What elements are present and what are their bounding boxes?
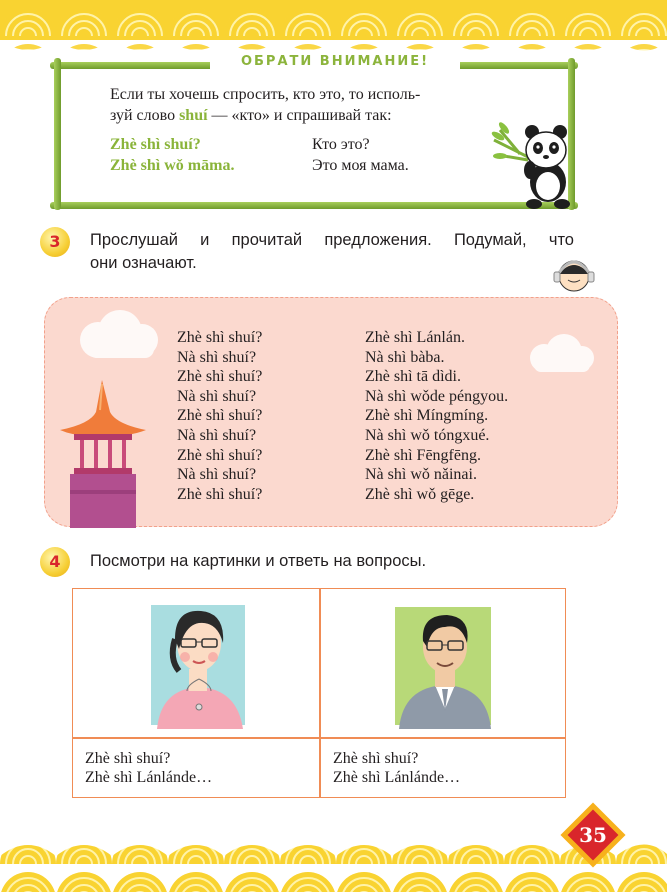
example-pinyin: Zhè shì shuí? xyxy=(110,136,201,153)
pagoda-illustration xyxy=(50,380,160,528)
question-line: Nà shì shuí? xyxy=(177,348,257,366)
answer-line: Nà shì wǒ tóngxué. xyxy=(365,426,490,444)
cloud-decoration xyxy=(68,306,168,366)
answer-line: Nà shì bàba. xyxy=(365,348,445,366)
question-line: Nà shì shuí? xyxy=(177,466,257,484)
answer-table xyxy=(72,588,566,798)
attention-examples xyxy=(110,134,409,176)
answer-line: Zhè shì Fēngfēng. xyxy=(365,446,481,464)
question-line: Zhè shì shuí? xyxy=(177,407,263,425)
example-row xyxy=(110,155,409,176)
example-row xyxy=(110,134,409,155)
question-line: Nà shì shuí? xyxy=(177,387,257,405)
answer-line: Nà shì wǒde péngyou. xyxy=(365,387,509,405)
attention-line-1: Если ты хочешь спросить, кто это, то исполь- xyxy=(110,86,421,103)
example-translation: Это моя мама. xyxy=(312,157,409,174)
table-divider-horizontal xyxy=(73,737,565,739)
table-divider-vertical xyxy=(319,589,321,797)
exercise-3-line-2: они означают. xyxy=(90,254,197,272)
attention-line-2-pre: зуй слово xyxy=(110,107,176,124)
woman-portrait xyxy=(151,599,247,729)
question-line: Zhè shì shuí? xyxy=(177,446,263,464)
question-line: Zhè shì shuí? xyxy=(177,329,263,346)
exercise-4-instruction: Посмотри на картинки и ответь на вопросы. xyxy=(90,552,427,570)
answer-line: Zhè shì wǒ gēge. xyxy=(365,485,475,503)
answer-line: Zhè shì tā dìdi. xyxy=(365,368,461,386)
exercise-4-number: 4 xyxy=(40,547,70,577)
answers-column xyxy=(365,328,508,504)
cell-question: Zhè shì shuí? xyxy=(85,750,171,767)
question-line: Nà shì shuí? xyxy=(177,426,257,444)
bamboo-frame-left xyxy=(54,58,61,210)
right-cell-text xyxy=(333,749,460,787)
man-portrait xyxy=(395,599,495,729)
answer-line: Zhè shì Lánlán. xyxy=(365,329,465,346)
answer-line: Nà shì wǒ nǎinai. xyxy=(365,466,477,484)
page-number: 35 xyxy=(579,823,607,847)
cell-question: Zhè shì shuí? xyxy=(333,750,419,767)
questions-column xyxy=(177,328,262,504)
question-line: Zhè shì shuí? xyxy=(177,485,263,503)
attention-box xyxy=(50,54,578,210)
cell-answer: Zhè shì Lánlánde… xyxy=(333,769,461,786)
attention-line-2-post: — «кто» и спрашивай так: xyxy=(211,107,392,124)
question-line: Zhè shì shuí? xyxy=(177,368,263,386)
answer-line: Zhè shì Míngmíng. xyxy=(365,407,489,425)
attention-title: ОБРАТИ ВНИМАНИЕ! xyxy=(210,54,460,72)
keyword-shui: shuí xyxy=(179,107,208,124)
example-translation: Кто это? xyxy=(312,136,370,153)
exercise-3-line-1: Прослушай и прочитай предложения. Подумай, что xyxy=(90,231,574,249)
cell-answer: Zhè shì Lánlánde… xyxy=(85,769,213,786)
example-pinyin: Zhè shì wǒ māma. xyxy=(110,157,235,174)
cloud-decoration xyxy=(520,330,600,380)
left-cell-text xyxy=(85,749,212,787)
exercise-3-number: 3 xyxy=(40,227,70,257)
panda-illustration xyxy=(490,120,574,210)
page-number-badge xyxy=(560,802,626,868)
exercise-3-instruction xyxy=(90,229,574,275)
